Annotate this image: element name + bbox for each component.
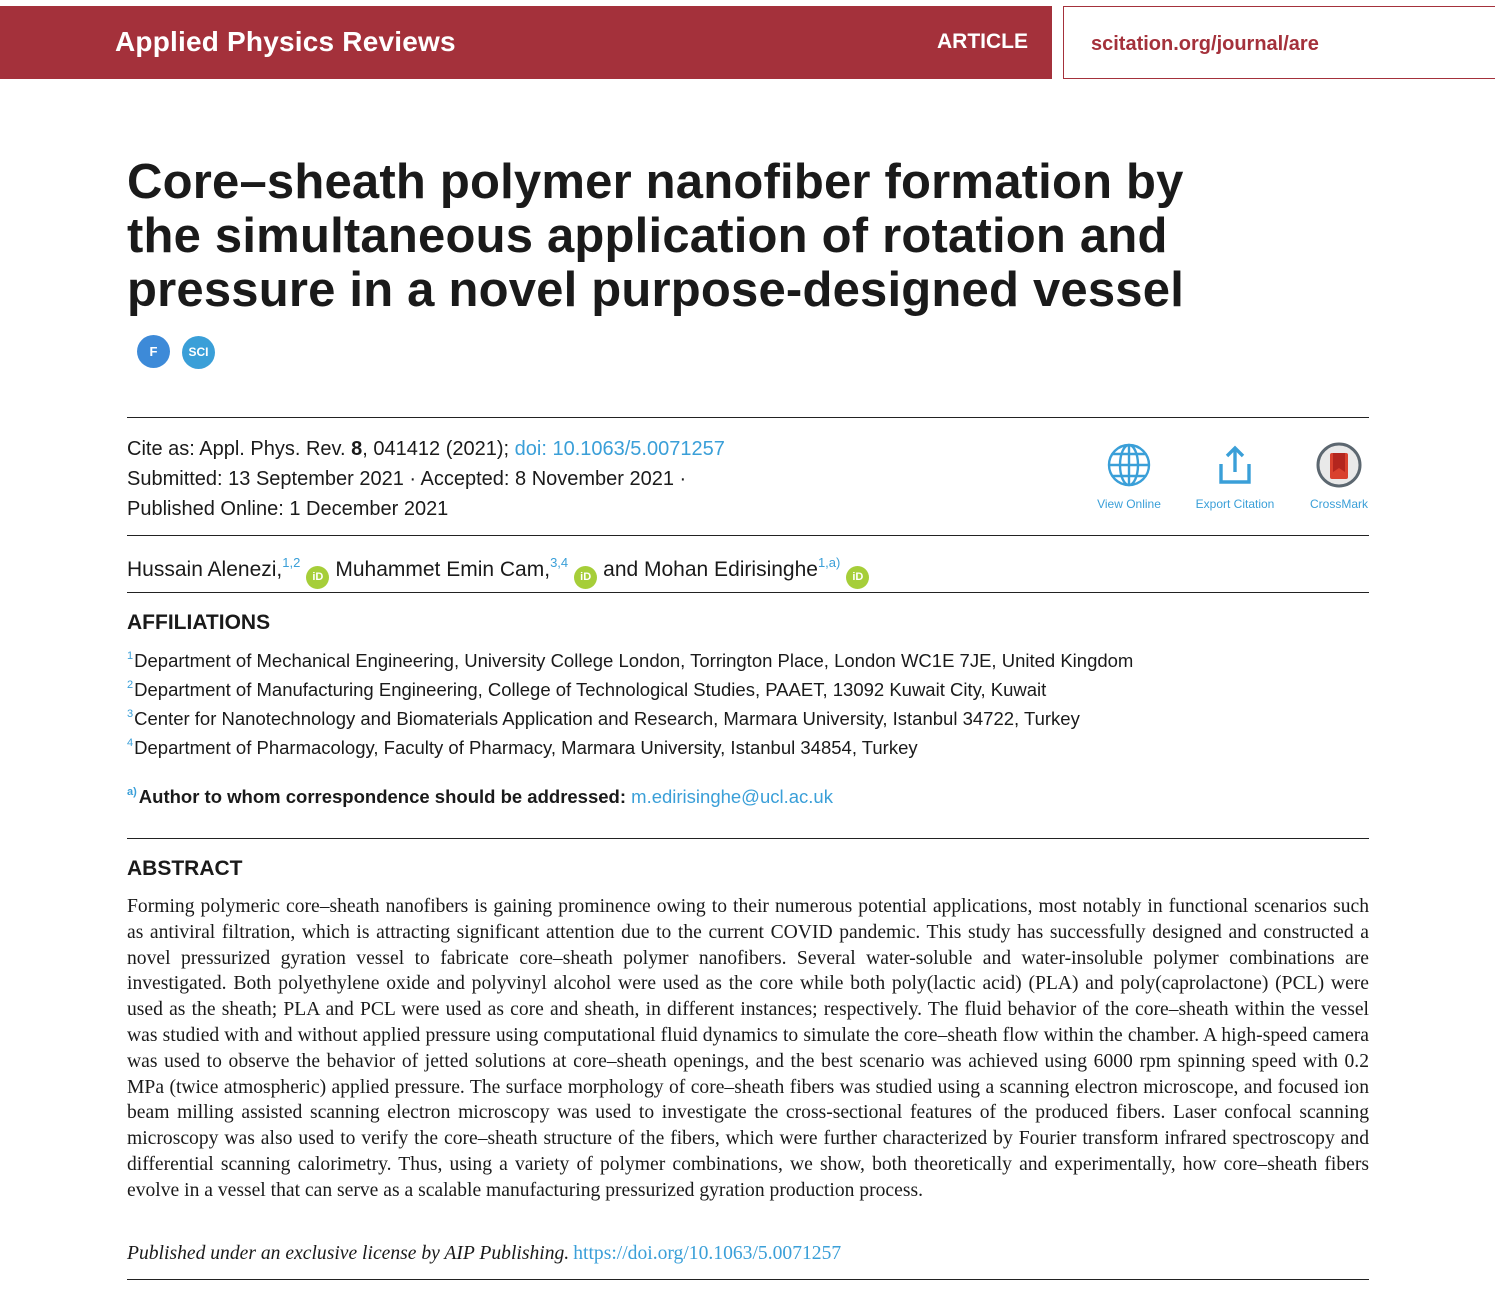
orcid-icon[interactable]: iD	[306, 566, 329, 589]
author-affiliation-sup: 3,4	[550, 555, 569, 570]
article-title	[127, 155, 1217, 371]
affiliation-text: Department of Mechanical Engineering, University College London, Torrington Place, London WC1E 7JE, United Kingdom	[134, 650, 1134, 671]
journal-name[interactable]: Applied Physics Reviews	[115, 26, 456, 57]
correspondence-text: Author to whom correspondence should be addressed:	[138, 786, 632, 807]
crossmark-icon	[1316, 442, 1362, 488]
author-name[interactable]: and Mohan Edirisinghe	[603, 558, 818, 581]
journal-banner	[0, 6, 1052, 79]
affiliation-sup: 4	[127, 737, 134, 749]
cite-pages-year: , 041412 (2021);	[362, 438, 515, 460]
author-affiliation-sup: 1,a)	[817, 555, 841, 570]
featured-badge-icon[interactable]: F	[137, 335, 170, 368]
affiliation-sup: 3	[127, 708, 134, 720]
correspondence-sup: a)	[127, 786, 137, 798]
crossmark-button[interactable]	[1284, 442, 1394, 511]
abstract-body: Forming polymeric core–sheath nanofibers is gaining prominence owing to their numerous potential applications, most notably in functional scenarios such as antiviral filtration, which is attracting significant attention due to the current COVID pandemic. This study has successfully designed and constructed a novel pressurized gyration vessel to fabricate core–sheath polymer nanofibers. Several water-soluble and water-insoluble polymer combinations are investigated. Both polyethylene oxide and polyvinyl alcohol were used as the core while both poly(lactic acid) (PLA) and poly(caprolactone) (PCL) were used as the sheath; PLA and PCL were used as core and sheath, in different instances; respectively. The fluid behavior of the core–sheath within the vessel was studied with and without applied pressure using computational fluid dynamics to simulate the core–sheath flow within the chamber. A high-speed camera was used to observe the behavior of jetted solutions at core–sheath openings, and the best scenario was achieved using 6000 rpm spinning speed with 0.2 MPa (twice atmospheric) applied pressure. The surface morphology of core–sheath fibers was studied using a scanning electron microscope, and focused ion beam milling assisted scanning electron microscopy was used to investigate the cross-sectional features of the produced fibers. Laser confocal scanning microscopy was also used to verify the core–sheath structure of the fibers, which were further characterized by Fourier transform infrared spectroscopy and differential scanning calorimetry. Thus, using a variety of polymer combinations, we show, both theoretically and experimentally, how core–sheath fibers evolve in a vessel that can serve as a scalable manufacturing pressurized gyration production process.	[127, 896, 1369, 1201]
affiliation-text: Center for Nanotechnology and Biomaterials Application and Research, Marmara University, Istanbul 34722, Turkey	[134, 708, 1080, 729]
export-citation-label: Export Citation	[1195, 497, 1275, 511]
author-name[interactable]: Muhammet Emin Cam,	[335, 558, 551, 581]
affiliation-item	[127, 650, 1133, 672]
journal-url-box	[1063, 6, 1495, 79]
citation-block	[127, 434, 725, 524]
divider-citation	[127, 535, 1369, 536]
author-list	[127, 555, 875, 589]
divider-abstract	[127, 838, 1369, 839]
published-line: Published Online: 1 December 2021	[127, 498, 449, 520]
article-type-label: ARTICLE	[937, 30, 1028, 53]
cite-as-line	[127, 434, 725, 464]
submitted-line: Submitted: 13 September 2021 · Accepted: 8 November 2021 ·	[127, 468, 687, 490]
export-citation-button[interactable]	[1180, 442, 1290, 511]
view-online-label: View Online	[1097, 497, 1161, 511]
abstract-heading: ABSTRACT	[127, 857, 243, 880]
affiliation-item	[127, 708, 1080, 730]
correspondence-line	[127, 786, 833, 808]
affiliation-item	[127, 737, 918, 759]
divider-bottom	[127, 1279, 1369, 1280]
affiliation-text: Department of Pharmacology, Faculty of Pharmacy, Marmara University, Istanbul 34854, Turkey	[134, 737, 918, 758]
divider-authors	[127, 592, 1369, 593]
scilight-badge-icon[interactable]: SCI	[182, 336, 215, 369]
affiliation-sup: 1	[127, 650, 134, 662]
author-name[interactable]: Hussain Alenezi,	[127, 558, 283, 581]
cite-prefix: Cite as: Appl. Phys. Rev.	[127, 438, 352, 460]
divider-top	[127, 417, 1369, 418]
journal-url-link[interactable]: scitation.org/journal/are	[1091, 33, 1319, 55]
affiliations-heading: AFFILIATIONS	[127, 611, 271, 634]
export-icon	[1212, 442, 1258, 488]
affiliation-text: Department of Manufacturing Engineering, College of Technological Studies, PAAET, 13092 Kuwait City, Kuwait	[134, 679, 1047, 700]
license-text: Published under an exclusive license by AIP Publishing.	[127, 1243, 570, 1264]
view-online-button[interactable]	[1074, 442, 1184, 511]
crossmark-label: CrossMark	[1309, 497, 1368, 511]
globe-icon	[1106, 442, 1152, 488]
author-affiliation-sup: 1,2	[282, 555, 301, 570]
correspondence-email-link[interactable]: m.edirisinghe@ucl.ac.uk	[631, 786, 833, 807]
affiliation-item	[127, 679, 1046, 701]
doi-link[interactable]: doi: 10.1063/5.0071257	[514, 438, 725, 460]
license-line	[127, 1243, 841, 1265]
license-doi-link[interactable]: https://doi.org/10.1063/5.0071257	[573, 1243, 842, 1264]
article-title-text: Core–sheath polymer nanofiber formation by the simultaneous application of rotation and pressure in a novel purpose-designed vessel	[127, 155, 1185, 317]
orcid-icon[interactable]: iD	[846, 566, 869, 589]
orcid-icon[interactable]: iD	[574, 566, 597, 589]
cite-volume: 8	[351, 438, 363, 460]
affiliation-sup: 2	[127, 679, 134, 691]
